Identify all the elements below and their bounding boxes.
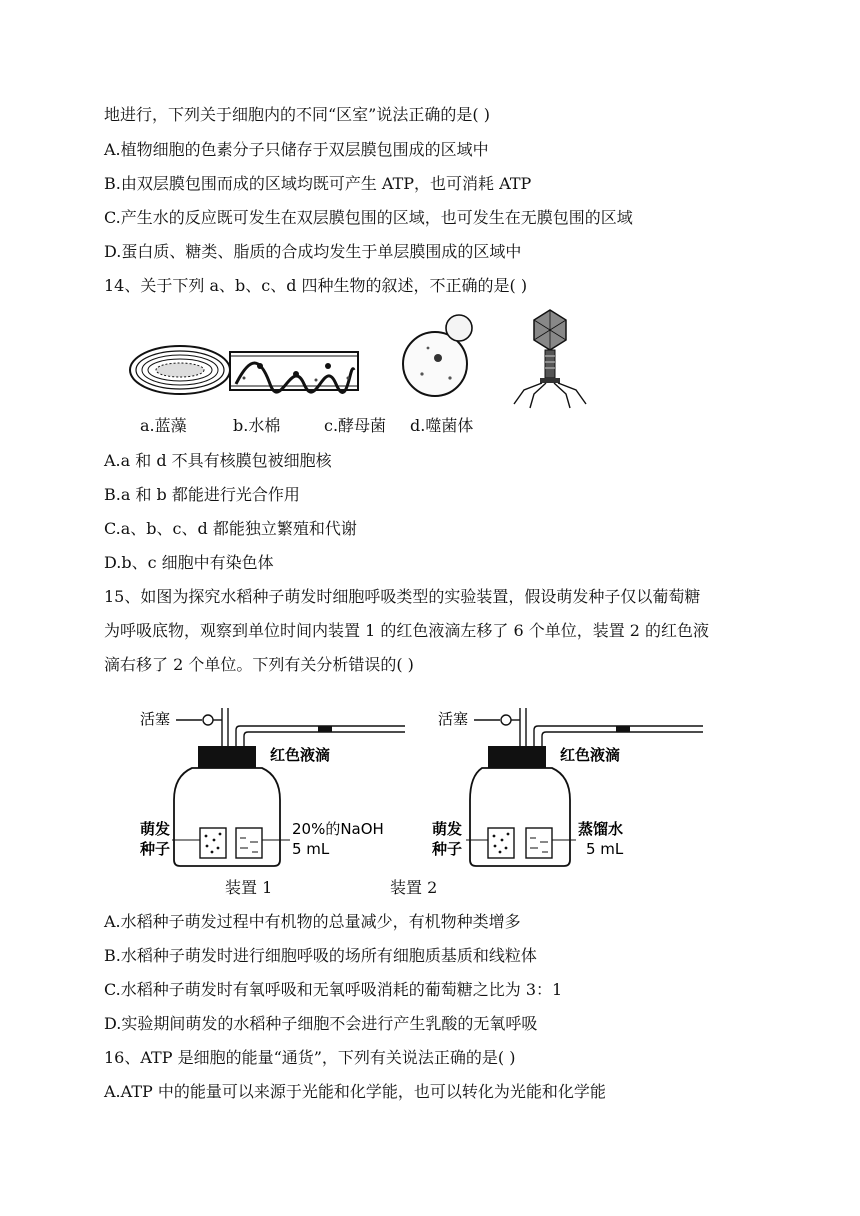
q15-option-d: D.实验期间萌发的水稻种子细胞不会进行产生乳酸的无氧呼吸 [104,1014,538,1033]
q15-option-b: B.水稻种子萌发时进行细胞呼吸的场所有细胞质基质和线粒体 [104,946,537,965]
q13-option-d: D.蛋白质、糖类、脂质的合成均发生于单层膜围成的区域中 [104,242,522,261]
valve-label: 活塞 [140,710,171,728]
q13-option-b: B.由双层膜包围而成的区域均既可产生 ATP，也可消耗 ATP [104,174,532,193]
q15-stem-line-2: 为呼吸底物，观察到单位时间内装置 1 的红色液滴左移了 6 个单位，装置 2 的红色液 [104,621,710,640]
q14-option-c: C.a、b、c、d 都能独立繁殖和代谢 [104,519,357,538]
valve-label: 活塞 [438,710,469,728]
q16-option-a: A.ATP 中的能量可以来源于光能和化学能，也可以转化为光能和化学能 [104,1082,606,1101]
seed-label-2: 种子 [432,840,463,858]
solution-label-2: 5 mL [586,840,624,858]
caption-a: a.蓝藻 [140,416,187,435]
q16-stem: 16、ATP 是细胞的能量“通货”，下列有关说法正确的是( ) [104,1048,516,1067]
spirogyra-illustration [230,352,358,392]
solution-label-2: 5 mL [292,840,330,858]
apparatus-1-caption: 装置 1 [225,878,273,897]
caption-d: d.噬菌体 [410,416,474,435]
cyanobacterium-illustration [130,346,230,394]
seed-label-2: 种子 [140,840,171,858]
solution-label-1: 蒸馏水 [578,820,624,838]
droplet-label: 红色液滴 [560,746,621,764]
q14-option-b: B.a 和 b 都能进行光合作用 [104,485,300,504]
seed-label-1: 萌发 [432,820,463,838]
q14-organisms-figure [110,300,610,412]
seed-label-1: 萌发 [140,820,171,838]
q14-option-d: D.b、c 细胞中有染色体 [104,553,274,572]
q15-option-a: A.水稻种子萌发过程中有机物的总量减少，有机物种类增多 [104,912,521,931]
solution-label-1: 20%的NaOH [292,820,384,838]
q13-option-c: C.产生水的反应既可发生在双层膜包围的区域，也可发生在无膜包围的区域 [104,208,633,227]
q14-option-a: A.a 和 d 不具有核膜包被细胞核 [104,451,332,470]
q14-stem: 14、关于下列 a、b、c、d 四种生物的叙述，不正确的是( ) [104,276,528,295]
apparatus-2-diagram [432,700,708,870]
apparatus-1-diagram [140,700,410,870]
q13-option-a: A.植物细胞的色素分子只储存于双层膜包围成的区域中 [104,140,489,159]
yeast-illustration [403,315,472,396]
caption-c: c.酵母菌 [324,416,387,435]
q15-option-c: C.水稻种子萌发时有氧呼吸和无氧呼吸消耗的葡萄糖之比为 3：1 [104,980,563,999]
apparatus-2-caption: 装置 2 [390,878,438,897]
q15-stem-line-3: 滴右移了 2 个单位。下列有关分析错误的( ) [104,655,414,674]
q15-stem-line-1: 15、如图为探究水稻种子萌发时细胞呼吸类型的实验装置，假设萌发种子仅以葡萄糖 [104,587,701,606]
caption-b: b.水棉 [233,416,281,435]
bacteriophage-illustration [514,310,586,408]
q13-stem-line: 地进行，下列关于细胞内的不同“区室”说法正确的是( ) [104,105,490,124]
droplet-label: 红色液滴 [270,746,331,764]
